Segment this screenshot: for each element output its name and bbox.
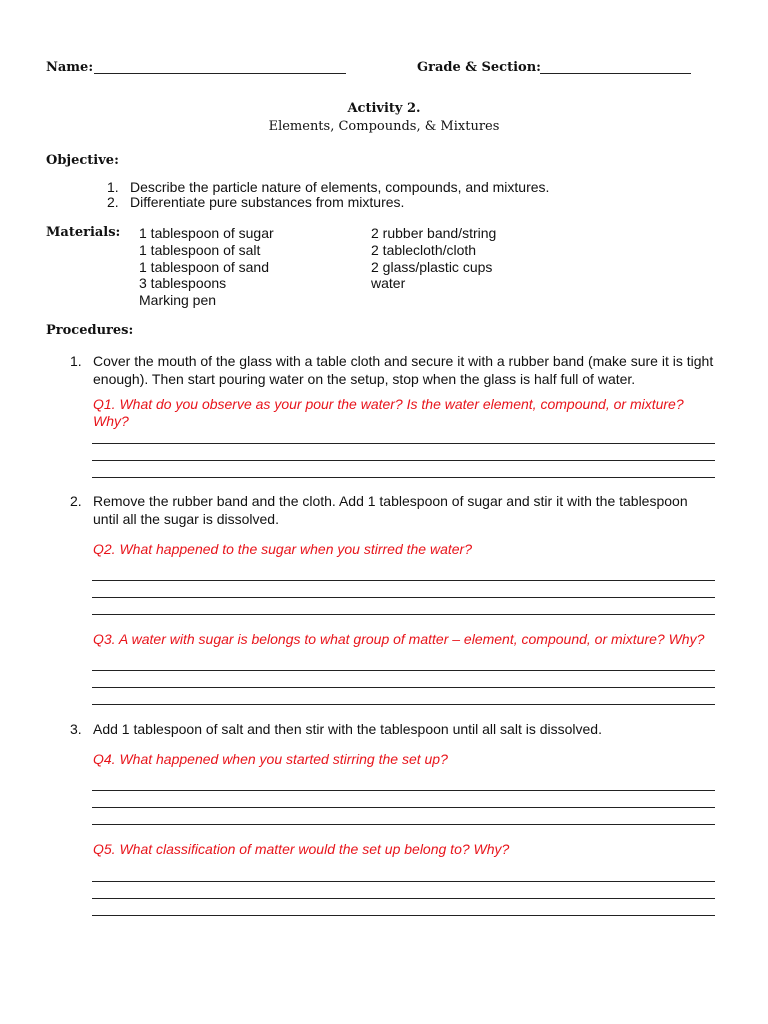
answer-line[interactable] — [92, 477, 715, 478]
activity-title: Activity 2. — [347, 101, 421, 116]
material-item: 3 tablespoons — [139, 275, 227, 291]
step-number: 3. — [70, 721, 82, 737]
procedures-label: Procedures: — [46, 323, 134, 338]
answer-line[interactable] — [92, 898, 715, 899]
answer-line[interactable] — [92, 597, 715, 598]
material-item: water — [371, 275, 406, 291]
question-q3: Q3. A water with sugar is belongs to what group of matter – element, compound, or mixture? Why? — [93, 631, 705, 647]
step-text: Remove the rubber band and the cloth. Add 1 tablespoon of sugar and stir it with the tablespoon — [93, 493, 688, 509]
answer-line[interactable] — [92, 790, 715, 791]
grade-section-label: Grade & Section: — [417, 60, 541, 75]
step-text: Cover the mouth of the glass with a table cloth and secure it with a rubber band (make sure it is tight — [93, 353, 714, 369]
material-item: 1 tablespoon of sand — [139, 259, 269, 275]
answer-line[interactable] — [92, 807, 715, 808]
materials-label: Materials: — [46, 225, 121, 240]
name-label: Name: — [46, 60, 94, 75]
answer-line[interactable] — [92, 443, 715, 444]
step-number: 1. — [70, 353, 82, 369]
material-item: 1 tablespoon of sugar — [139, 225, 274, 241]
question-q5: Q5. What classification of matter would the set up belong to? Why? — [93, 841, 510, 857]
step-text: enough). Then start pouring water on the setup, stop when the glass is half full of water. — [93, 371, 636, 387]
activity-subtitle: Elements, Compounds, & Mixtures — [268, 119, 500, 134]
question-q1: Why? — [93, 413, 129, 429]
answer-line[interactable] — [92, 670, 715, 671]
objective-item: Describe the particle nature of elements, compounds, and mixtures. — [130, 179, 550, 195]
material-item: Marking pen — [139, 292, 217, 308]
material-item: 2 glass/plastic cups — [371, 259, 493, 275]
step-text: until all the sugar is dissolved. — [93, 511, 279, 527]
step-number: 2. — [70, 493, 82, 509]
answer-line[interactable] — [92, 915, 715, 916]
material-item: 2 rubber band/string — [371, 225, 497, 241]
answer-line[interactable] — [92, 687, 715, 688]
objective-item-number: 2. — [107, 194, 119, 210]
objective-item-number: 1. — [107, 179, 119, 195]
answer-line[interactable] — [92, 704, 715, 705]
answer-line[interactable] — [92, 460, 715, 461]
question-q2: Q2. What happened to the sugar when you stirred the water? — [93, 541, 473, 557]
step-text: Add 1 tablespoon of salt and then stir with the tablespoon until all salt is dissolved. — [93, 721, 602, 737]
question-q1: Q1. What do you observe as your pour the water? Is the water element, compound, or mixture? — [93, 396, 684, 412]
name-field[interactable] — [94, 73, 346, 74]
question-q4: Q4. What happened when you started stirring the set up? — [93, 751, 448, 767]
answer-line[interactable] — [92, 614, 715, 615]
answer-line[interactable] — [92, 881, 715, 882]
answer-line[interactable] — [92, 580, 715, 581]
material-item: 2 tablecloth/cloth — [371, 242, 477, 258]
grade-section-field[interactable] — [540, 73, 691, 74]
material-item: 1 tablespoon of salt — [139, 242, 261, 258]
objective-item: Differentiate pure substances from mixtures. — [130, 194, 405, 210]
answer-line[interactable] — [92, 824, 715, 825]
objective-label: Objective: — [46, 153, 119, 168]
